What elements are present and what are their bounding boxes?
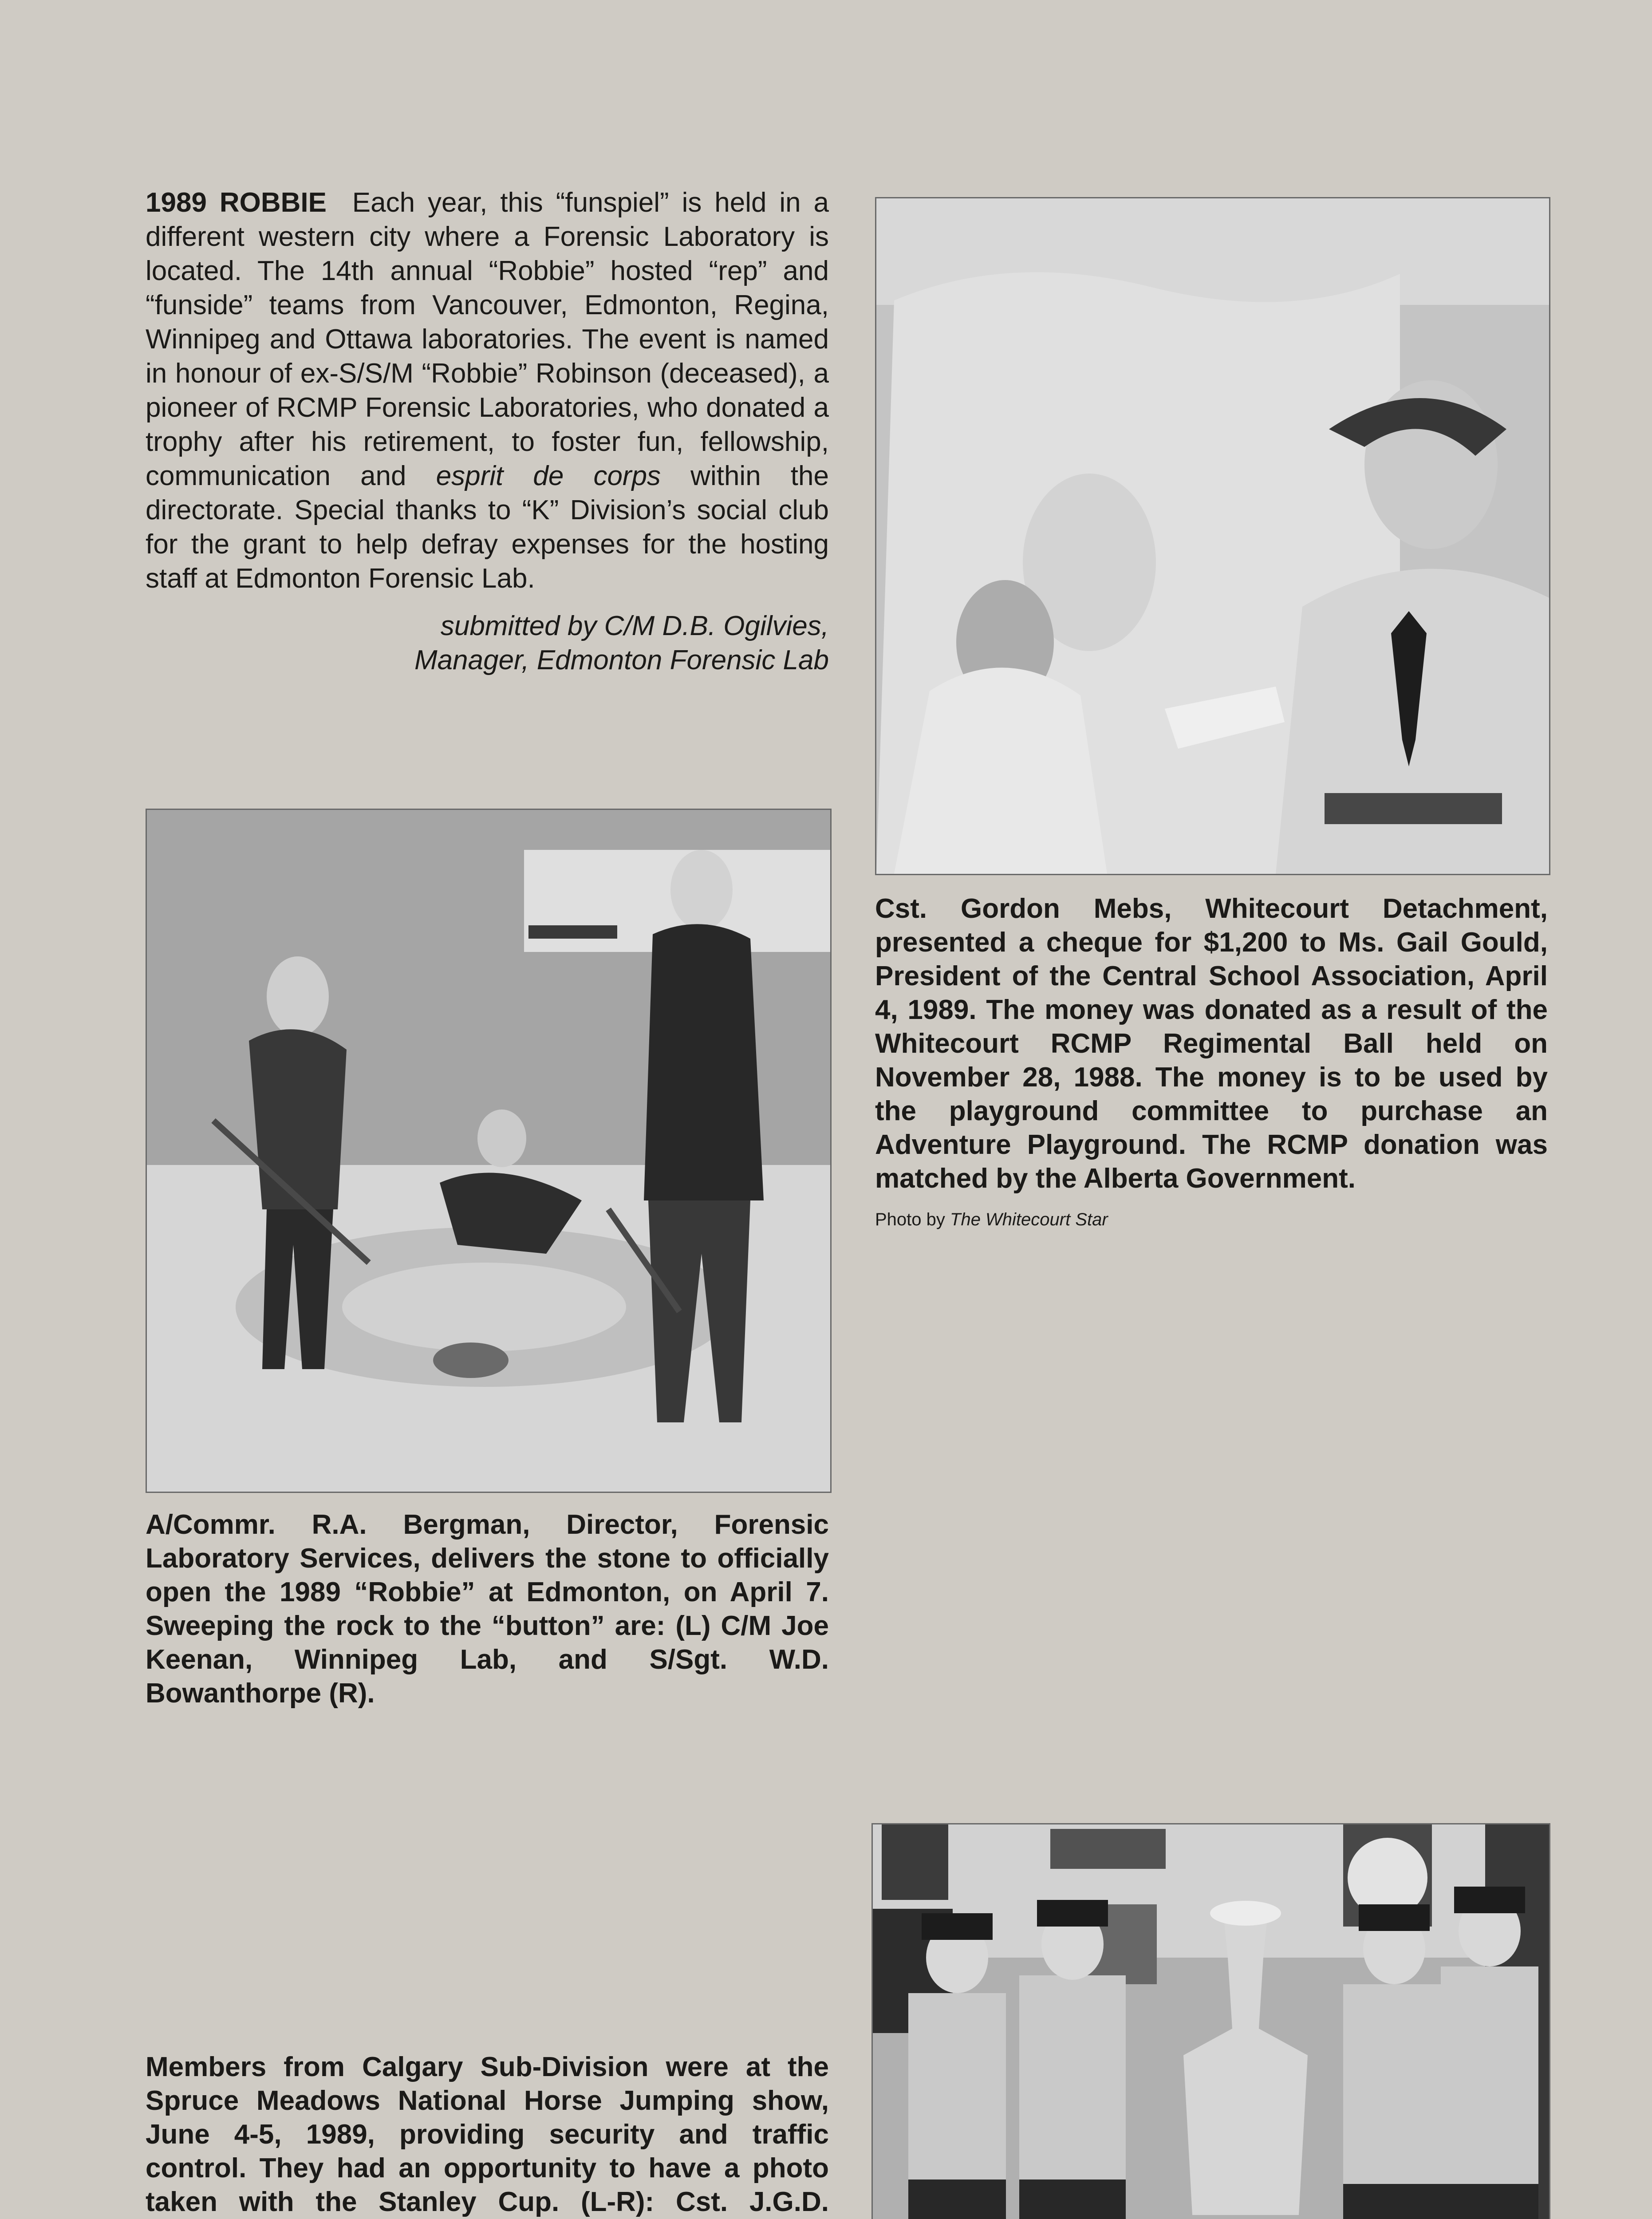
cheque-caption: Cst. Gordon Mebs, Whitecourt Detachment, presented a cheque for $1,200 to Ms. Gail Gould, President of the Central School Association, April 4, 1989. The money was donated as a result of the Whitecourt RCMP Regimental Ball held on November 28, 1988. The money is to be used by the playground committee to purchase an Adventure Playground. The RCMP donation was matched by the Alberta Government. [875,893,1548,1194]
stanley-caption-block [146,2050,829,2219]
stanley-cup-photo [871,1823,1550,2219]
robbie-article [146,186,829,677]
cheque-presentation-photo [875,197,1550,875]
curling-photo [146,809,832,1493]
article-lead-heading: 1989 ROBBIE [146,187,327,218]
robbie-article-body [146,186,829,596]
curling-caption: A/Commr. R.A. Bergman, Director, Forensic Laboratory Services, delivers the stone to officially open the 1989 “Robbie” at Edmonton, on April 7. Sweeping the rock to the “button” are: (L) C/M Joe Keenan, Winnipeg Lab, and S/Sgt. W.D. Bowanthorpe (R). [146,1509,829,1709]
credit-prefix: Photo by [875,1210,945,1229]
article-byline-line-1: submitted by C/M D.B. Ogilvies, [440,611,829,641]
cheque-photo-credit [875,1208,1548,1231]
curling-caption-block [146,1508,829,1710]
article-text: Each year, this “funspiel” is held in a different western city where a Forensic Laboratory is located. The 14th annual “Robbie” hosted “rep” and “funside” teams from Vancouver, Edmonton, Regina, Winnipeg and Ottawa laboratories. The event is named in honour of ex-S/S/M “Robbie” Robinson (deceased), a pioneer of RCMP Forensic Laboratories, who donated a trophy after his retirement, to foster fun, fellowship, communication and [146,187,829,491]
stanley-caption: Members from Calgary Sub-Division were at the Spruce Meadows National Horse Jumping show, June 4-5, 1989, providing security and traffic control. They had an opportunity to have a photo taken with the Stanley Cup. (L-R): Cst. J.G.D. [146,2052,829,2217]
article-text-end: within the directorate. Special thanks to “K” Division’s social club for the grant to help defray expenses for the hosting staff at Edmonton Forensic Lab. [146,461,829,594]
cheque-caption-block [875,892,1548,1231]
article-byline-line-2: Manager, Edmonton Forensic Lab [414,645,829,675]
article-italic-phrase: esprit de corps [436,461,661,491]
credit-source: The Whitecourt Star [950,1210,1108,1229]
